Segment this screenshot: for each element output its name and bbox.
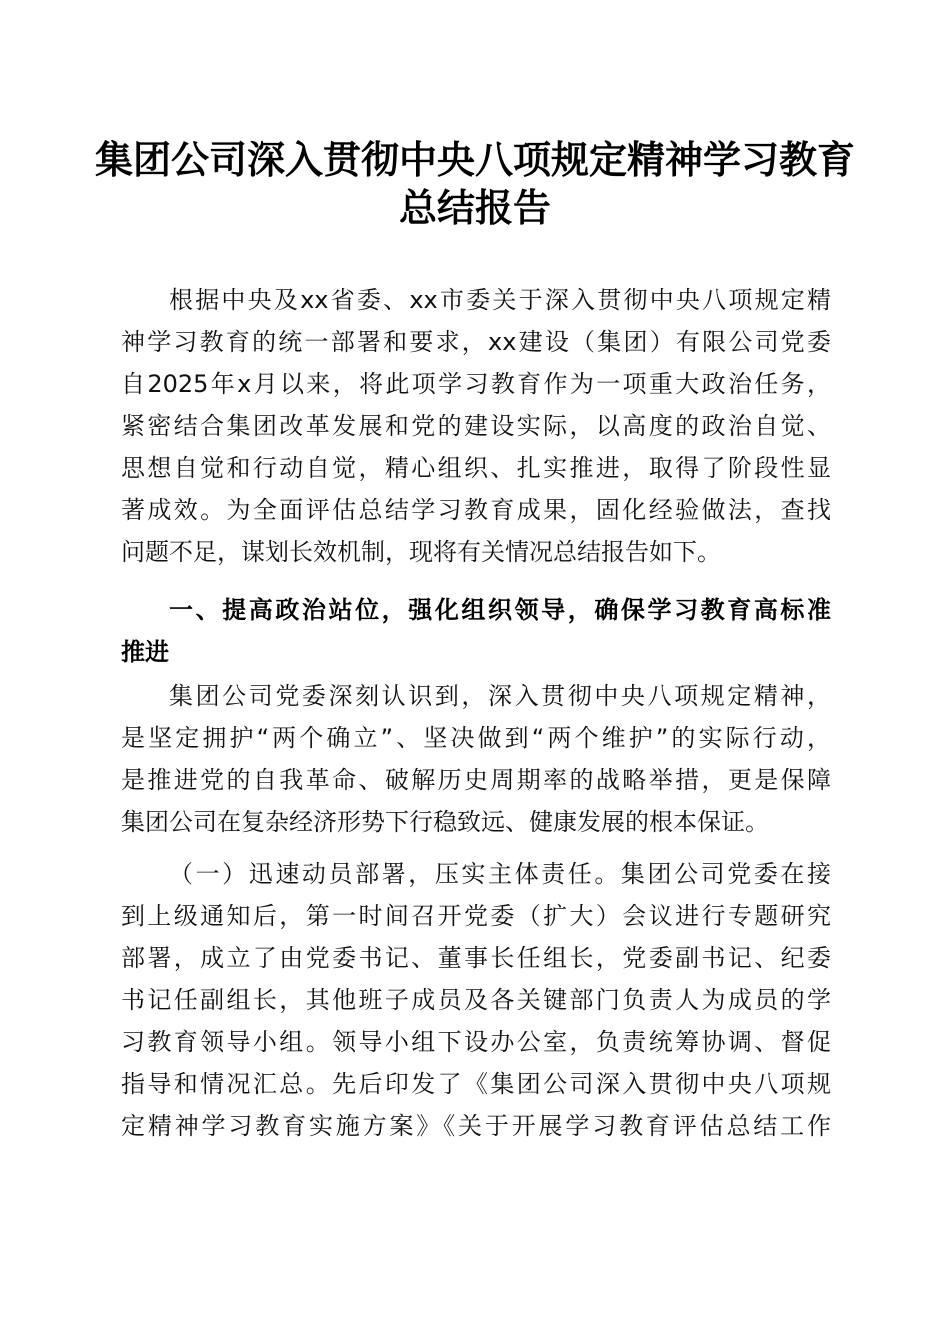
paragraph-line: 紧密结合集团改革发展和党的建设实际，以高度的政治自觉、: [121, 412, 831, 440]
document-title-line-1: 集团公司深入贯彻中央八项规定精神学习教育: [94, 137, 855, 182]
paragraph-line: 是推进党的自我革命、破解历史周期率的战略举措，更是保障: [121, 766, 831, 794]
paragraph-line: 问题不足，谋划长效机制，现将有关情况总结报告如下。: [121, 538, 721, 566]
paragraph-line: 集团公司在复杂经济形势下行稳致远、健康发展的根本保证。: [121, 808, 769, 836]
paragraph-line: 集团公司党委深刻认识到，深入贯彻中央八项规定精神，: [169, 682, 831, 710]
section-heading-line: 一、提高政治站位，强化组织领导，确保学习教育高标准: [169, 596, 831, 624]
paragraph-line: 部署，成立了由党委书记、董事长任组长，党委副书记、纪委: [121, 944, 831, 972]
paragraph-line: 著成效。为全面评估总结学习教育成果，固化经验做法，查找: [121, 496, 831, 524]
paragraph-line: 神学习教育的统一部署和要求，xx建设（集团）有限公司党委: [121, 328, 831, 356]
paragraph-line: 习教育领导小组。领导小组下设办公室，负责统筹协调、督促: [121, 1028, 831, 1056]
paragraph-line: 到上级通知后，第一时间召开党委（扩大）会议进行专题研究: [121, 902, 831, 930]
paragraph-line: 书记任副组长，其他班子成员及各关键部门负责人为成员的学: [121, 986, 831, 1014]
section-heading-line: 推进: [121, 638, 169, 666]
paragraph-line: 自2025年x月以来，将此项学习教育作为一项重大政治任务，: [121, 370, 831, 398]
paragraph-line: 是坚定拥护“两个确立”、坚决做到“两个维护”的实际行动，: [121, 724, 831, 752]
paragraph-line: 思想自觉和行动自觉，精心组织、扎实推进，取得了阶段性显: [121, 454, 831, 482]
document-title-line-2: 总结报告: [398, 185, 551, 230]
paragraph-line: 定精神学习教育实施方案》《关于开展学习教育评估总结工作: [121, 1112, 831, 1140]
paragraph-line: 指导和情况汇总。先后印发了《集团公司深入贯彻中央八项规: [121, 1070, 831, 1098]
paragraph-line: 根据中央及xx省委、xx市委关于深入贯彻中央八项规定精: [169, 286, 831, 314]
paragraph-line: （一）迅速动员部署，压实主体责任。集团公司党委在接: [169, 860, 831, 888]
